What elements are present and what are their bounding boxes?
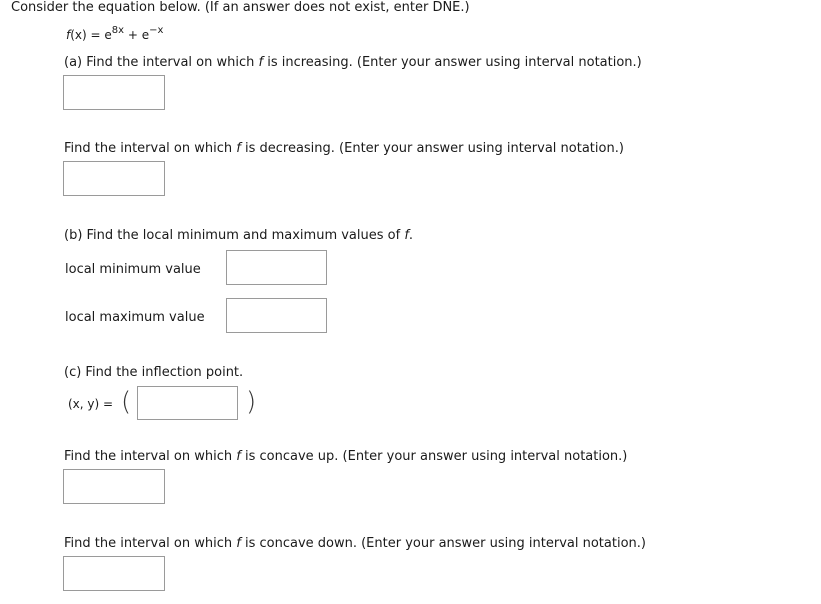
xy-label: (x, y) = [68,397,114,411]
question-increasing: (a) Find the interval on which f is increasing. (Enter your answer using interval notation.) [64,55,642,70]
close-paren: ) [246,387,257,417]
equation [66,25,164,42]
decreasing-input[interactable] [63,161,165,196]
local-min-input[interactable] [226,250,327,285]
equation-exp1: 8x [111,25,125,36]
increasing-input[interactable] [63,75,165,110]
concave-down-input[interactable] [63,556,165,591]
local-max-label: local maximum value [65,310,205,325]
question-local-extrema: (b) Find the local minimum and maximum values of f. [64,228,414,243]
question-concave-up: Find the interval on which f is concave up. (Enter your answer using interval notation.) [64,449,628,464]
concave-up-input[interactable] [63,469,165,504]
question-concave-down: Find the interval on which f is concave down. (Enter your answer using interval notation.) [64,536,646,551]
question-inflection: (c) Find the inflection point. [64,365,244,380]
question-decreasing: Find the interval on which f is decreasing. (Enter your answer using interval notation.) [64,141,624,156]
equation-lhs: (x) = e [70,28,112,42]
problem-intro: Consider the equation below. (If an answer does not exist, enter DNE.) [11,0,470,15]
equation-exp2: −x [149,25,164,36]
inflection-input[interactable] [137,386,238,420]
local-max-input[interactable] [226,298,327,333]
open-paren: ( [121,387,132,417]
local-min-label: local minimum value [65,262,201,277]
equation-plus: + e [124,28,150,42]
equation-fn: f [66,28,71,42]
